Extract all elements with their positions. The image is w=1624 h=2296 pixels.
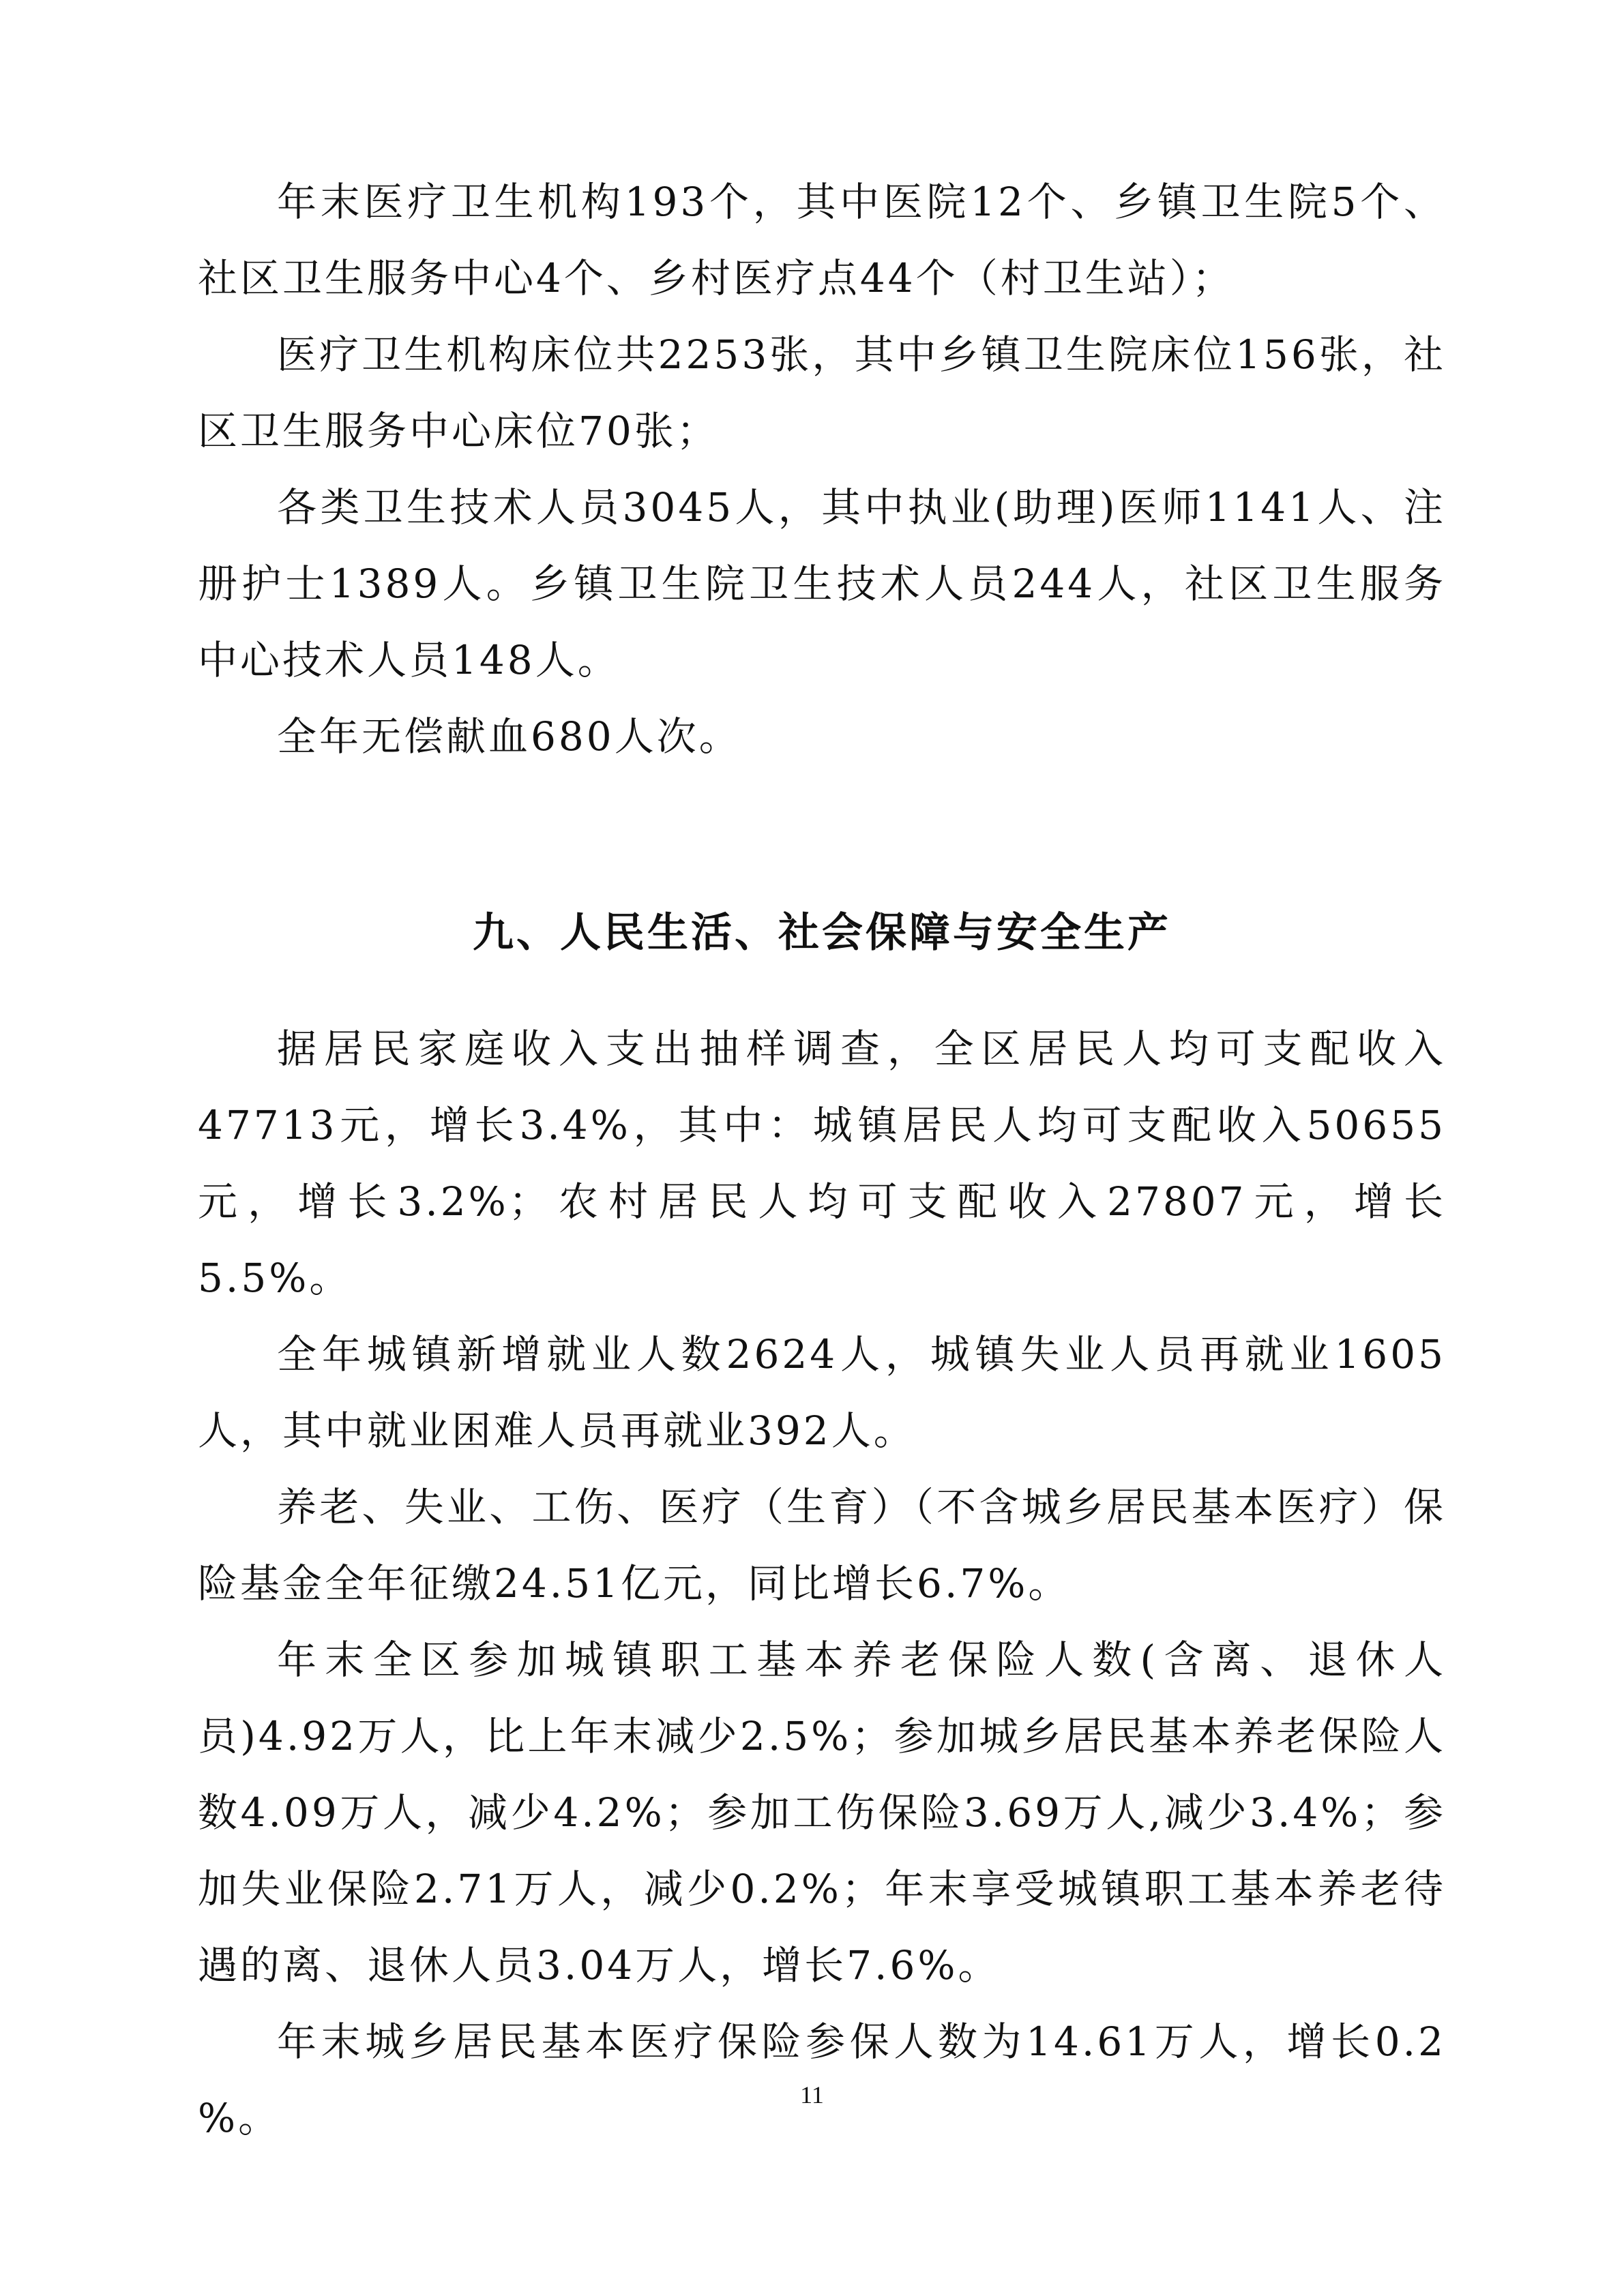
paragraph-income: 据居民家庭收入支出抽样调查，全区居民人均可支配收入47713元，增长3.4%，其中：城镇居民人均可支配收入50655元，增长3.2%；农村居民人均可支配收入27807元，增长5.5%。	[198, 1026, 1446, 1301]
paragraph-pension-insurance: 年末全区参加城镇职工基本养老保险人数(含离、退休人员)4.92万人，比上年末减少2.5%；参加城乡居民基本养老保险人数4.09万人，减少4.2%；参加工伤保险3.69万人,减少3.4%；参加失业保险2.71万人，减少0.2%；年末享受城镇职工基本养老待遇的离、退休人员3.04万人，增长7.6%。	[198, 1637, 1446, 1988]
paragraph-insurance-fund: 养老、失业、工伤、医疗（生育）（不含城乡居民基本医疗）保险基金全年征缴24.51亿元，同比增长6.7%。	[198, 1484, 1446, 1607]
page-number: 11	[800, 2081, 824, 2108]
paragraph-medical-insurance: 年末城乡居民基本医疗保险参保人数为14.61万人，增长0.2 %。	[198, 2018, 1446, 2141]
paragraph-health-institutions: 年末医疗卫生机构193个，其中医院12个、乡镇卫生院5个、社区卫生服务中心4个、乡村医疗点44个（村卫生站）；	[198, 179, 1446, 301]
section-spacer	[198, 775, 1446, 895]
paragraph-health-personnel: 各类卫生技术人员3045人，其中执业(助理)医师1141人、注册护士1389人。乡镇卫生院卫生技术人员244人，社区卫生服务中心技术人员148人。	[198, 484, 1446, 683]
section-heading: 九、人民生活、社会保障与安全生产	[473, 909, 1171, 957]
section-spacer	[198, 971, 1446, 1011]
paragraph-blood-donation: 全年无偿献血680人次。	[277, 713, 741, 760]
document-body	[198, 164, 1446, 2156]
paragraph-hospital-beds: 医疗卫生机构床位共2253张，其中乡镇卫生院床位156张，社区卫生服务中心床位70张；	[198, 331, 1446, 454]
paragraph-employment: 全年城镇新增就业人数2624人，城镇失业人员再就业1605人，其中就业困难人员再就业392人。	[198, 1331, 1446, 1454]
